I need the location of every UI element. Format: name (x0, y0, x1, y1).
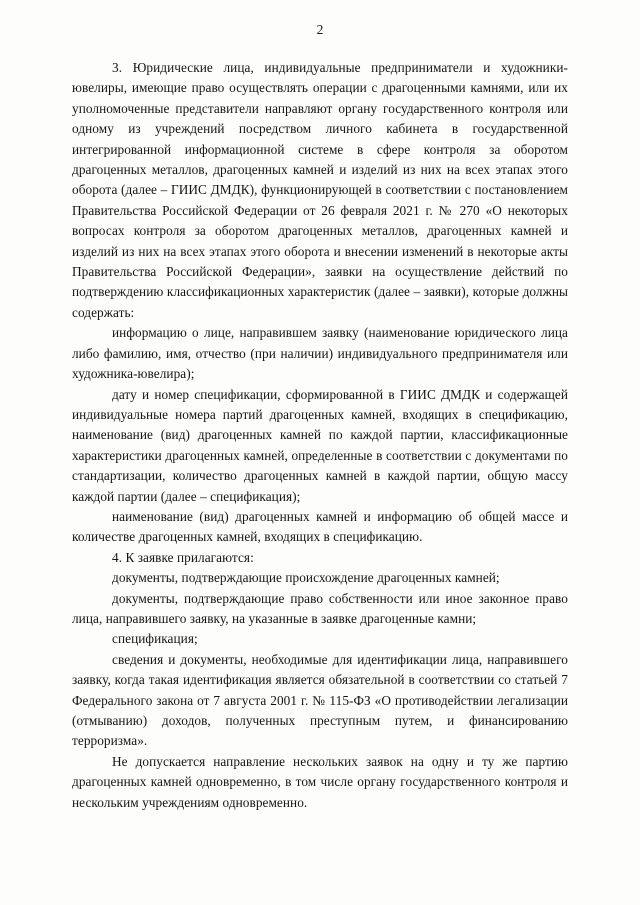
paragraph-4: 4. К заявке прилагаются: (112, 549, 254, 565)
paragraph-identification-info: сведения и документы, необходимые для идентификации лица, направившего заявку, когда такая идентификация является обязательной в соответствии со статьей 7 Федерального закона от 7 августа 2001 г. № 115-ФЗ «О противодействии легализации (отмыванию) доходов, полученных преступным путем, и финансированию терроризма». (72, 651, 568, 749)
paragraph-docs-origin: документы, подтверждающие происхождение драгоценных камней; (112, 570, 500, 586)
page-number: 2 (316, 22, 324, 37)
paragraph-date-and-number: дату и номер спецификации, сформированной в ГИИС ДМДК и содержащей индивидуальные номера партий драгоценных камней, входящих в спецификацию, наименование (вид) драгоценных камней по каждой партии, классификационные характеристики драгоценных камней, определенные в соответствии с документами по стандартизации, количество драгоценных камней в каждой партии, общую массу каждой партии (далее – спецификация); (72, 386, 568, 504)
paragraph-specification: спецификация; (112, 631, 198, 647)
paragraph-name-and-info: наименование (вид) драгоценных камней и информацию об общей массе и количестве драгоценных камней, входящих в спецификацию. (72, 508, 568, 545)
paragraph-info-about-person: информацию о лице, направившем заявку (наименование юридического лица либо фамилию, имя, отчество (при наличии) индивидуального предпринимателя или художника-ювелира); (72, 325, 568, 382)
paragraph-no-multiple: Не допускается направление нескольких заявок на одну и ту же партию драгоценных камней одновременно, в том числе органу государственного контроля и нескольким учреждениям одновременно. (72, 753, 568, 810)
paragraph-3: 3. Юридические лица, индивидуальные предприниматели и художники-ювелиры, имеющие право осуществлять операции с драгоценными камнями, или их уполномоченные представители направляют органу государственного контроля или одному из учреждений посредством личного кабинета в государственной интегрированной информационной системе в сфере контроля за оборотом драгоценных металлов, драгоценных камней и изделий из них на всех этапах этого оборота (далее – ГИИС ДМДК), функционирующей в соответствии с постановлением Правительства Российской Федерации от 26 февраля 2021 г. № 270 «О некоторых вопросах контроля за оборотом драгоценных металлов, драгоценных камней и изделий из них на всех этапах этого оборота и внесении изменений в некоторые акты Правительства Российской Федерации», заявки на осуществление действий по подтверждению классификационных характеристик (далее – заявки), которые должны содержать: (72, 60, 568, 320)
paragraph-docs-ownership: документы, подтверждающие право собственности или иное законное право лица, направившего заявку, на указанные в заявке драгоценные камни; (72, 590, 568, 626)
document-body (72, 58, 568, 813)
